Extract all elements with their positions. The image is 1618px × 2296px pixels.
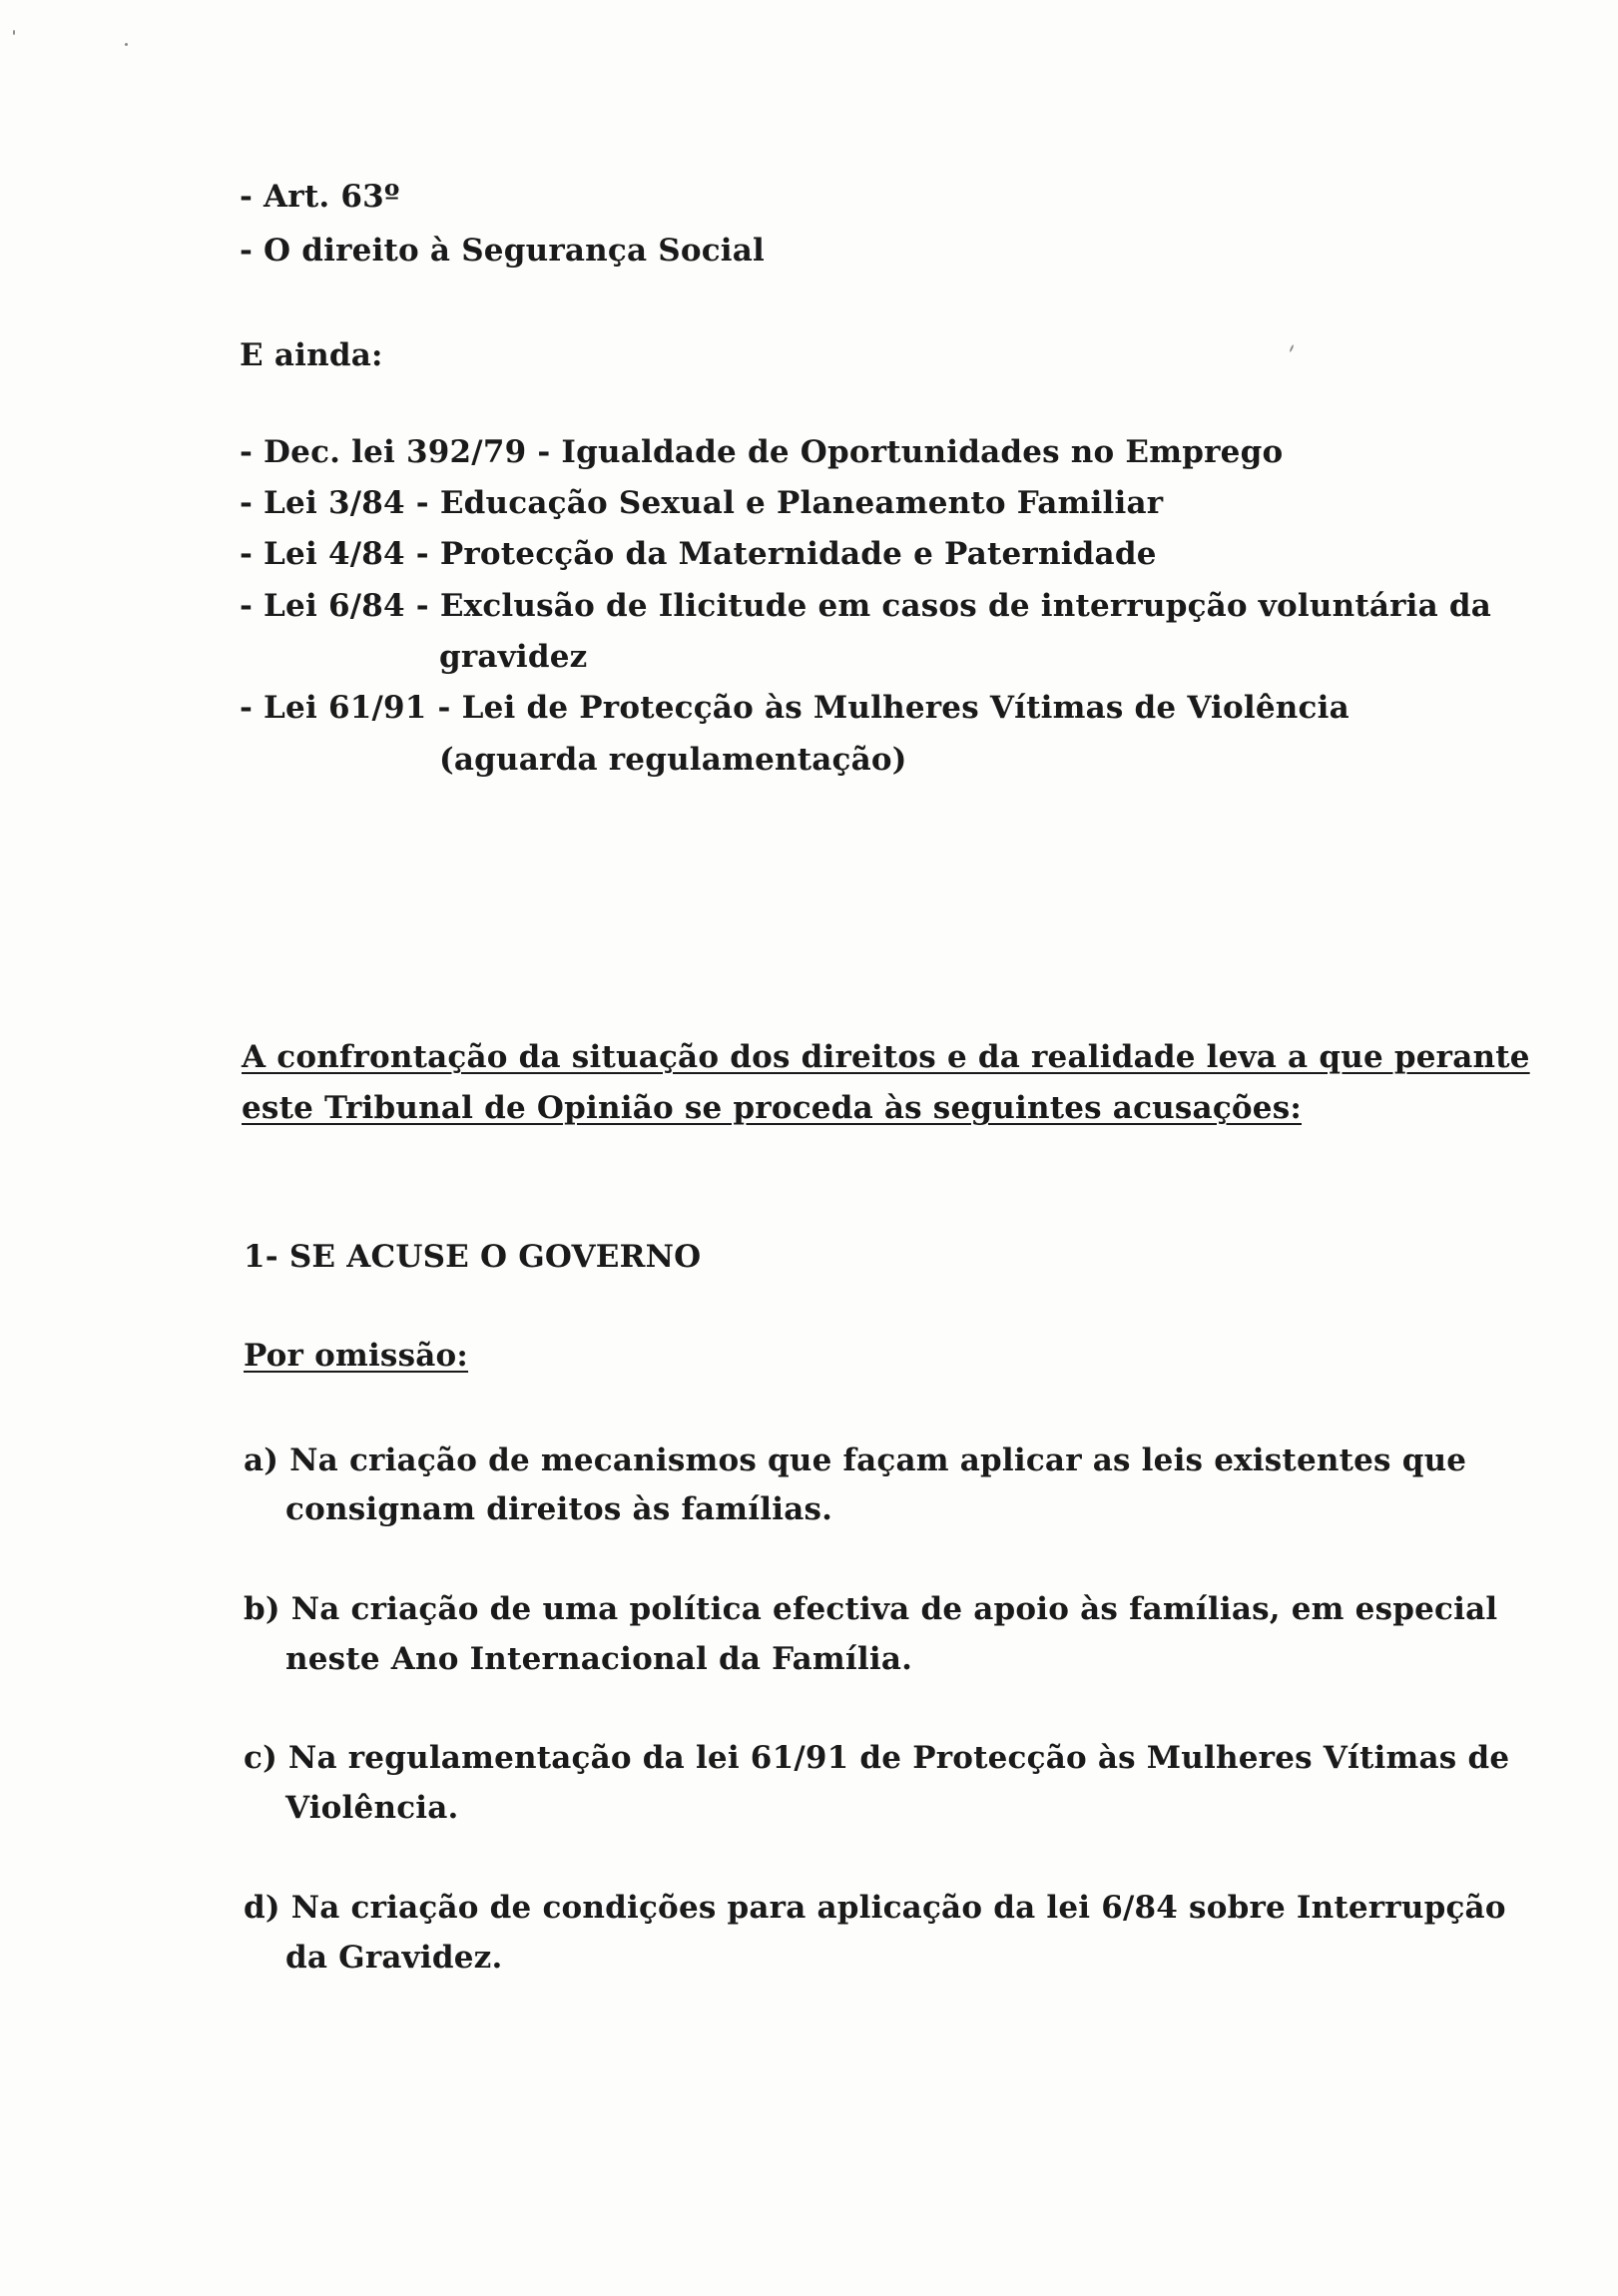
law-item: - Lei 3/84 - Educação Sexual e Planeamento Familiar [240,485,1164,521]
omission-item-continuation: Violência. [285,1790,459,1826]
accusation-heading: 1- SE ACUSE O GOVERNO [244,1239,702,1275]
law-item-continuation: (aguarda regulamentação) [439,742,907,778]
article-title: - O direito à Segurança Social [240,233,766,269]
omission-item: d) Na criação de condições para aplicação da lei 6/84 sobre Interrupção [244,1890,1506,1926]
scan-speck [1289,344,1294,352]
confrontation-line: este Tribunal de Opinião se proceda às seguintes acusações: [242,1090,1303,1126]
law-item-continuation: gravidez [439,639,588,675]
law-item: - Dec. lei 392/79 - Igualdade de Oportunidades no Emprego [240,434,1284,470]
confrontation-line: A confrontação da situação dos direitos e da realidade leva a que perante [242,1039,1530,1075]
law-item: - Lei 4/84 - Protecção da Maternidade e Paternidade [240,536,1157,572]
omission-heading: Por omissão: [244,1338,469,1374]
omission-item-continuation: da Gravidez. [285,1940,503,1976]
omission-item: b) Na criação de uma política efectiva de apoio às famílias, em especial [244,1591,1498,1627]
omission-item: a) Na criação de mecanismos que façam aplicar as leis existentes que [244,1442,1467,1478]
scan-speck [125,43,128,46]
article-number: - Art. 63º [240,179,400,215]
law-item: - Lei 61/91 - Lei de Protecção às Mulheres Vítimas de Violência [240,690,1349,726]
scan-speck [13,30,15,35]
omission-item: c) Na regulamentação da lei 61/91 de Protecção às Mulheres Vítimas de [244,1740,1510,1776]
law-item: - Lei 6/84 - Exclusão de Ilicitude em casos de interrupção voluntária da [240,588,1492,624]
e-ainda-label: E ainda: [240,337,383,373]
omission-item-continuation: neste Ano Internacional da Família. [285,1641,913,1677]
omission-item-continuation: consignam direitos às famílias. [285,1491,833,1527]
